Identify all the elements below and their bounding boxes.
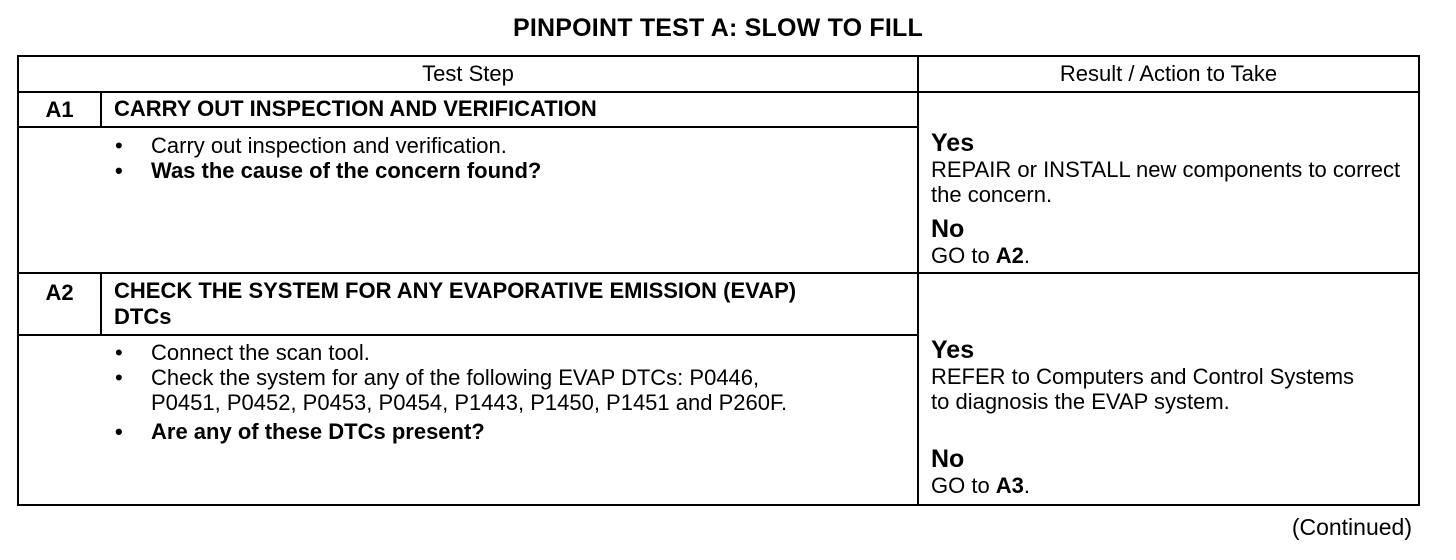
page-title: PINPOINT TEST A: SLOW TO FILL <box>513 14 923 42</box>
yes-action: REPAIR or INSTALL new components to correct the concern. <box>931 157 1401 207</box>
no-action-target: A2 <box>995 243 1024 268</box>
step-heading: CARRY OUT INSPECTION AND VERIFICATION <box>101 92 918 127</box>
step-a2-body <box>18 335 918 505</box>
list-item-question: • Was the cause of the concern found? <box>115 158 542 183</box>
step-a1-heading-row <box>18 92 1419 127</box>
list-item: • Check the system for any of the following EVAP DTCs: P0446, P0451, P0452, P0453, P0454, P1443, P1450, P1451 and P260F. <box>115 365 788 415</box>
list-item-question: • Are any of these DTCs present? <box>115 419 485 444</box>
step-heading <box>101 273 918 335</box>
bullet-text: Check the system for any of the following EVAP DTCs: P0446, P0451, P0452, P0453, P0454, P1443, P1450, P1451 and P260F. <box>151 365 788 415</box>
question-text: Was the cause of the concern found? <box>151 158 542 183</box>
no-action-prefix: GO to <box>931 473 996 498</box>
list-item: • Carry out inspection and verification. <box>115 133 507 158</box>
pinpoint-test-table <box>17 55 1420 506</box>
no-action-suffix: . <box>1023 473 1031 498</box>
yes-label: Yes <box>931 129 975 157</box>
continued-note: (Continued) <box>1291 514 1412 540</box>
step-heading-text: CHECK THE SYSTEM FOR ANY EVAPORATIVE EMISSION (EVAP) DTCs <box>114 278 797 329</box>
header-test-step: Test Step <box>18 56 918 92</box>
step-a2-result <box>918 273 1419 505</box>
question-text: Are any of these DTCs present? <box>151 419 485 444</box>
no-action-target: A3 <box>995 473 1024 498</box>
step-id: A2 <box>18 273 101 335</box>
no-action-suffix: . <box>1023 243 1031 268</box>
header-result-action: Result / Action to Take <box>918 56 1419 92</box>
no-label: No <box>931 215 965 243</box>
yes-action: REFER to Computers and Control Systems to diagnosis the EVAP system. <box>931 364 1355 414</box>
step-a2-heading-row <box>18 273 1419 335</box>
bullet-list <box>19 133 917 183</box>
no-action <box>931 243 1408 268</box>
no-action <box>931 473 1408 498</box>
step-id: A1 <box>18 92 101 127</box>
list-item: • Connect the scan tool. <box>115 340 370 365</box>
bullet-text: Connect the scan tool. <box>151 340 370 365</box>
table-header-row <box>18 56 1419 92</box>
no-action-prefix: GO to <box>931 243 996 268</box>
no-label: No <box>931 445 965 473</box>
yes-label: Yes <box>931 336 975 364</box>
bullet-list <box>19 340 917 444</box>
bullet-text: Carry out inspection and verification. <box>151 133 507 158</box>
step-a1-body <box>18 127 918 273</box>
step-a1-result <box>918 92 1419 273</box>
